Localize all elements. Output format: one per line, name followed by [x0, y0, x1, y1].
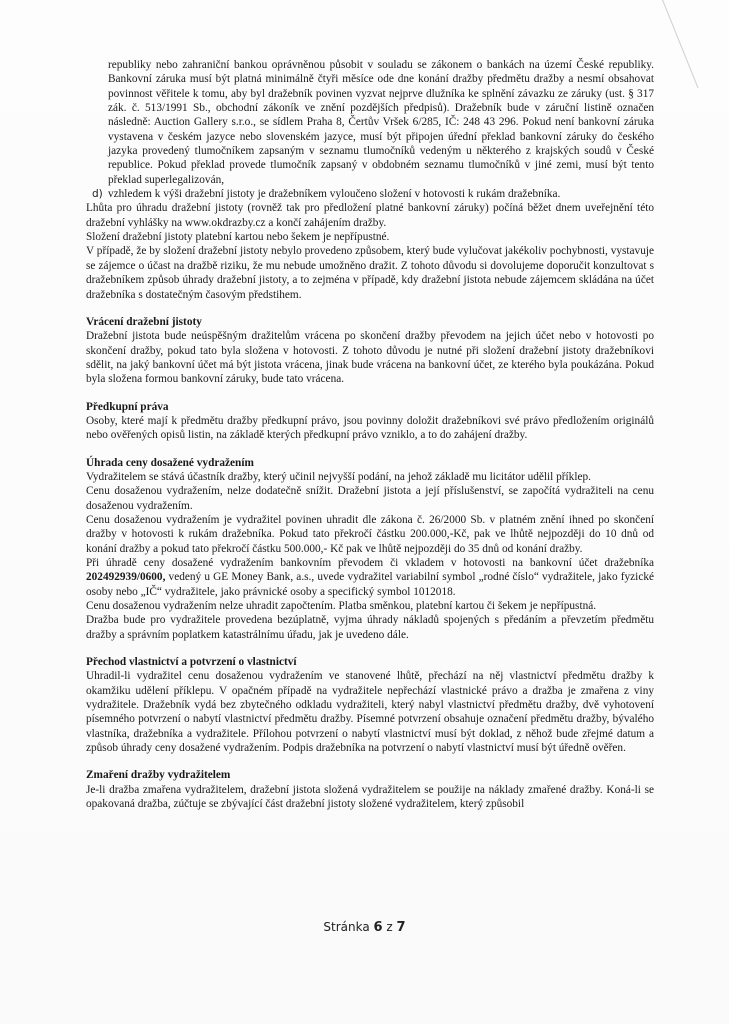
page-number: 6 — [373, 920, 383, 935]
page-label: Stránka — [323, 920, 370, 934]
price-payment-line-5: Cenu dosaženou vydražením nelze uhradit započtením. Platba směnkou, platební kartou či šekem je nepřípustná. — [86, 600, 597, 613]
section-pre-emption — [86, 400, 654, 443]
section-deposit-return — [86, 315, 654, 387]
list-item-d-text: vzhledem k výši dražební jistoty je dražebníkem vyloučeno složení v hotovosti k rukám dražebníka. — [108, 188, 561, 201]
heading-price-payment: Úhrada ceny dosažené vydražením — [86, 456, 254, 469]
price-payment-line-3: Cenu dosaženou vydražením je vydražitel povinen uhradit dle zákona č. 26/2000 Sb. v platném znění ihned po skončení dražby v hotovosti k rukám dražebníka. Pokud tato překročí částku 200.000,-Kč, pak ve lhůtě nejpozději do 10 dnů od konání dražby a pokud tato překročí částku 500.000,- Kč pak ve lhůtě nejpozději do 35 dnů od konání dražby. — [86, 513, 654, 555]
section-ownership-transfer — [86, 655, 654, 755]
ownership-transfer-text: Uhradil-li vydražitel cenu dosaženou vydražením ve stanovené lhůtě, přechází na něj vlastnictví předmětu dražby k okamžiku udělení příklepu. V opačném případě na vydražitele nepřechází vlastnické právo a dražba je zmařena z viny vydražitele. Dražebník vydá bez zbytečného odkladu vydražiteli, který nabyl vlastnictví předmětu dražby, dvě vyhotovení písemného potvrzení o nabytí vlastnictví předmětu dražby. Písemné potvrzení obsahuje označení předmětu dražby, bývalého vlastníka, dražebníka a vydražitele. Přílohou potvrzení o nabytí vlastnictví musí být doklad, z něhož bude zřejmé datum a způsob úhrady ceny dosažené vydražením. Podpis dražebníka na potvrzení o nabytí vlastnictví musí být úředně ověřen. — [86, 670, 654, 755]
list-marker-d: d) — [92, 188, 103, 201]
paragraph-bank-guarantee: republiky nebo zahraniční bankou oprávněnou působit v souladu se zákonem o bankách na území České republiky. Bankovní záruka musí být platná minimálně čtyři měsíce ode dne konání dražby předmětu dražby a nesmí obsahovat povinnost věřitele k tomu, aby byl dražebník povinen vyzvat nejprve dlužníka ke splnění závazku ze záruky (ust. § 317 zák. č. 513/1991 Sb., obchodní zákoník ve znění pozdějších předpisů). Dražebník bude v záruční listině označen následně: Auction Gallery s.r.o., se sídlem Praha 8, Čertův Vršek 6/285, IČ: 248 43 296. Pokud není bankovní záruka vystavena v českém jazyce nebo slovenském jazyce, musí být připojen úřední překlad bankovní záruky do českého jazyka provedený tlumočníkem zapsaným v seznamu tlumočníků vedeným u některého z krajských soudů v České republice. Pokud překlad provede tlumočník zapsaný v obdobném seznamu tlumočníků v jiné zemi, musí být tento překlad superlegalizován, — [108, 59, 654, 186]
document-body — [86, 58, 654, 812]
list-item-d — [86, 187, 654, 201]
page-total: 7 — [396, 920, 406, 935]
heading-auction-frustration: Zmaření dražby vydražitelem — [86, 769, 231, 782]
price-payment-line-4 — [86, 556, 654, 599]
paragraph-deadline: Lhůta pro úhradu dražební jistoty (rovněž tak pro předložení platné bankovní záruky) počíná běžet dnem uveřejnění této dražební vyhlášky na www.okdrazby.cz a končí zahájením dražby. — [86, 202, 654, 229]
auction-frustration-text: Je-li dražba zmařena vydražitelem, dražební jistota složená vydražitelem se použije na náklady zmařené dražby. Koná-li se opakovaná dražba, zúčtuje se zbývající část dražební jistoty složené vydražitelem, který způsobil — [86, 783, 654, 811]
paragraph-payment-card: Složení dražební jistoty platební kartou nebo šekem je nepřípustné. — [86, 231, 390, 244]
section-price-payment — [86, 456, 654, 642]
price-payment-line-1: Vydražitelem se stává účastník dražby, který učinil nejvyšší podání, na jehož základě mu licitátor udělil příklep. — [86, 470, 591, 483]
heading-deposit-return: Vrácení dražební jistoty — [86, 315, 202, 328]
variable-symbol-text: vedený u GE Money Bank, a.s., uvede vydražitel variabilní symbol „rodné číslo“ vydražitele, jako fyzické osoby nebo „IČ“ vydražitele, jako právnické osoby a specifický symbol 1012018. — [86, 571, 654, 598]
price-payment-line-2: Cenu dosaženou vydražením, nelze dodatečně snížit. Dražební jistota a její příslušenství, se započítá vydražiteli na cenu dosaženou vydražením. — [86, 485, 654, 512]
bank-transfer-text: Při úhradě ceny dosažené vydražením bankovním převodem či vkladem v hotovosti na bankovní účet dražebníka — [86, 557, 654, 569]
heading-pre-emption: Předkupní práva — [86, 400, 169, 413]
paragraph-risk: V případě, že by složení dražební jistoty nebylo provedeno způsobem, který bude vylučovat jakékoliv pochybnosti, vystavuje se zájemce o účast na dražbě riziku, že mu nebude umožněno dražit. Z tohoto důvodu si dovolujeme doporučit konzultovat s dražebníkem způsob úhrady dražební jistoty, a to zejména v případě, kdy dražební jistota nebude zájemcem skládána na účet dražebníka s dostatečným časovým předstihem. — [86, 245, 654, 301]
pre-emption-text: Osoby, které mají k předmětu dražby předkupní právo, jsou povinny doložit dražebníkovi své právo předložením originálů nebo ověřených opisů listin, na základě kterých předkupní právo vzniklo, a to do zahájení dražby. — [86, 414, 654, 442]
section-auction-frustration — [86, 768, 654, 811]
paper-fold-line — [662, 0, 699, 88]
deposit-return-text: Dražební jistota bude neúspěšným dražitelům vrácena po skončení dražby převodem na jejich účet nebo v hotovosti po skončení dražby, pokud tato byla složena v hotovosti. Z tohoto důvodu je nutné při složení dražební jistoty dražebníkovi sdělit, na jaký bankovní účet má být jistota vrácena, jinak bude vrácena na bankovní účet, ze kterého byla poukázána. Pokud byla složena formou bankovní záruky, bude tato vrácena. — [86, 330, 654, 386]
bank-account-number: 202492939/0600, — [86, 571, 166, 584]
price-payment-line-6: Dražba bude pro vydražitele provedena bezúplatně, vyjma úhrady nákladů spojených s předáním a převzetím předmětu dražby a správním poplatkem katastrálnímu úřadu, jak je uvedeno dále. — [86, 614, 654, 641]
page-of: z — [386, 920, 393, 934]
heading-ownership-transfer: Přechod vlastnictví a potvrzení o vlastnictví — [86, 656, 297, 669]
page-footer — [0, 920, 729, 935]
